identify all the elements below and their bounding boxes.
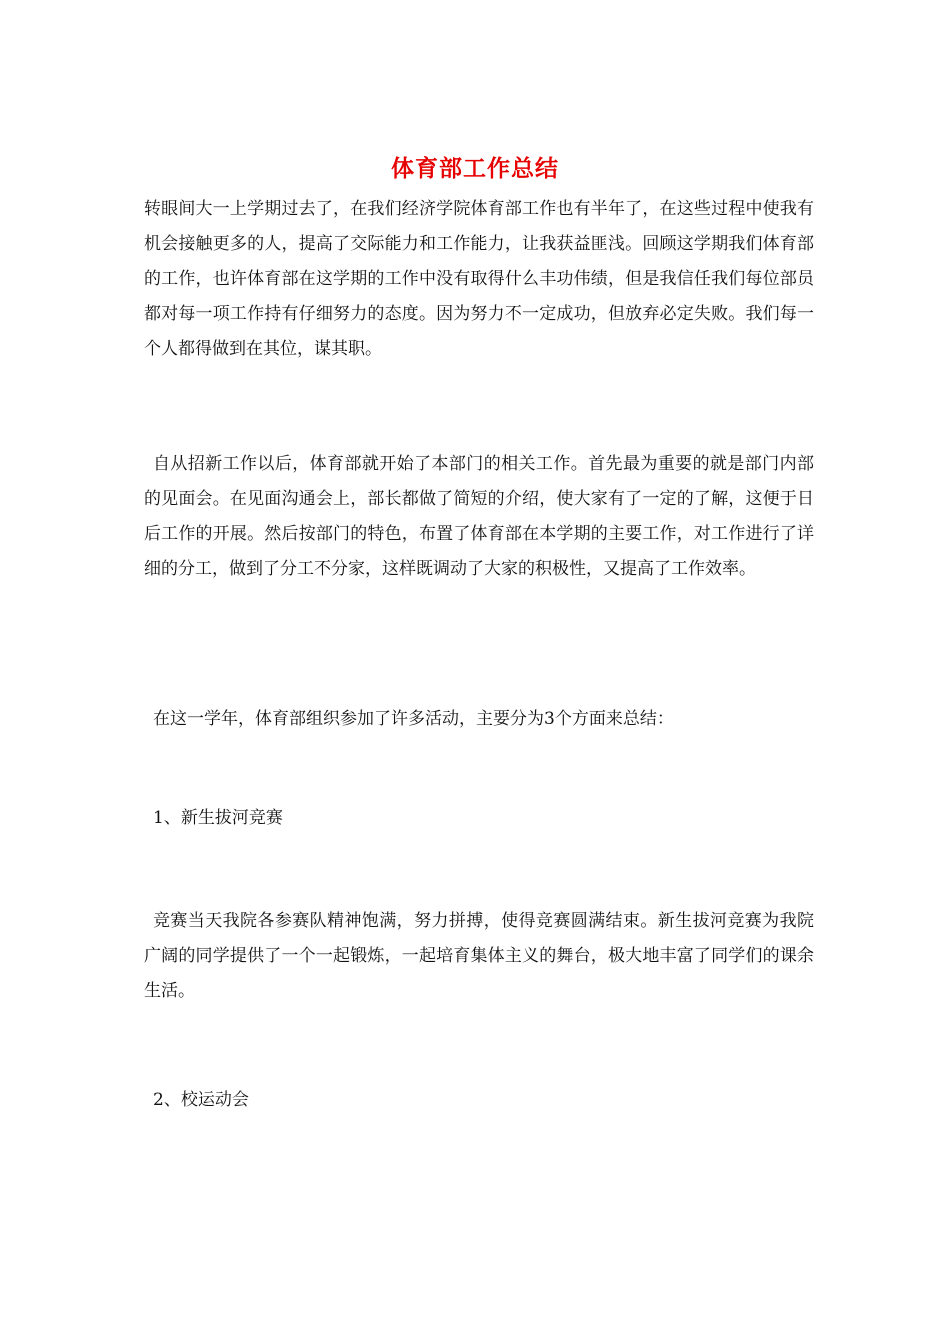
paragraph-recruitment: 自从招新工作以后，体育部就开始了本部门的相关工作。首先最为重要的就是部门内部的见面会。在见面沟通会上，部长都做了简短的介绍，使大家有了一定的了解，这便于日后工作的开展。然后按部门的特色，布置了体育部在本学期的主要工作，对工作进行了详细的分工，做到了分工不分家，这样既调动了大家的积极性，又提高了工作效率。 — [144, 454, 814, 579]
section-heading-tug-of-war: 1、新生拔河竞赛 — [153, 808, 283, 828]
paragraph-activities-overview: 在这一学年，体育部组织参加了许多活动，主要分为3个方面来总结： — [153, 709, 674, 729]
paragraph-intro: 转眼间大一上学期过去了，在我们经济学院体育部工作也有半年了，在这些过程中使我有机会接触更多的人，提高了交际能力和工作能力，让我获益匪浅。回顾这学期我们体育部的工作，也许体育部在这学期的工作中没有取得什么丰功伟绩，但是我信任我们每位部员都对每一项工作持有仔细努力的态度。因为努力不一定成功，但放弃必定失败。我们每一个人都得做到在其位，谋其职。 — [144, 199, 814, 359]
section-heading-sports-meet: 2、校运动会 — [153, 1090, 249, 1110]
paragraph-tug-of-war: 竞赛当天我院各参赛队精神饱满，努力拼搏，使得竞赛圆满结束。新生拔河竞赛为我院广阔的同学提供了一个一起锻炼，一起培育集体主义的舞台，极大地丰富了同学们的课余生活。 — [144, 911, 814, 1001]
document-title: 体育部工作总结 — [391, 155, 559, 182]
